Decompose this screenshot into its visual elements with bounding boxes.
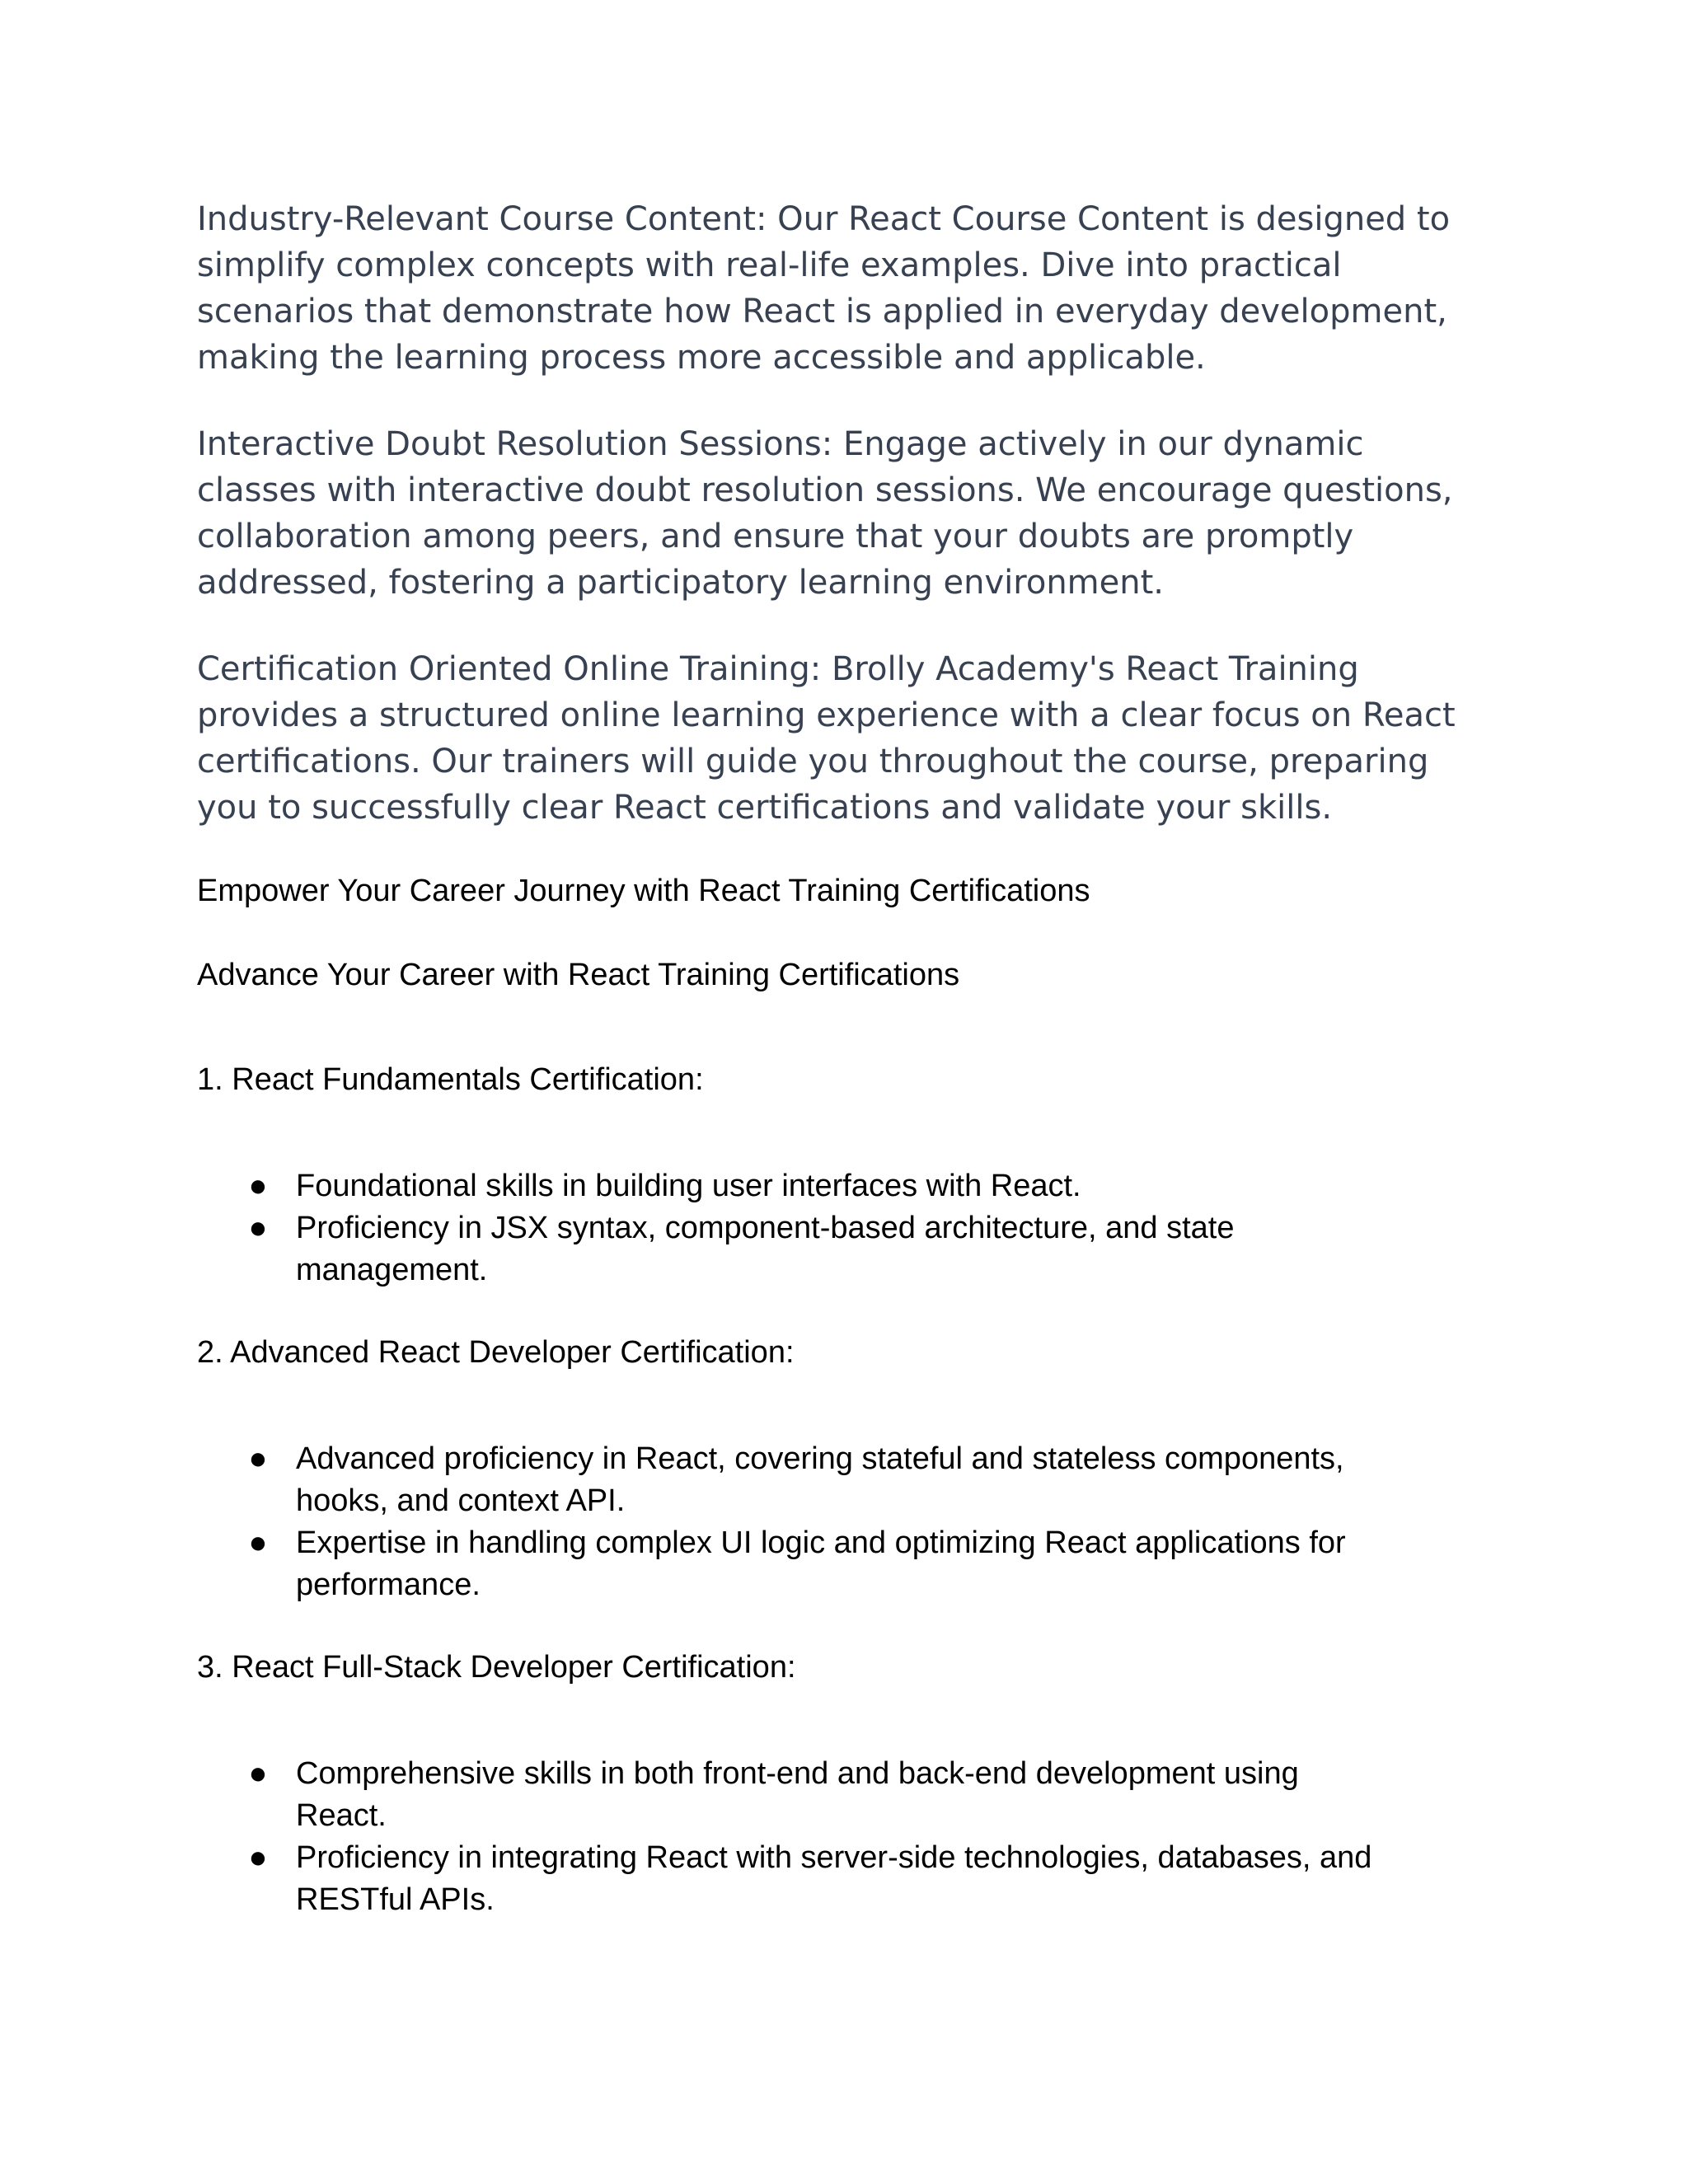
bullet-icon: ● (248, 1441, 268, 1476)
paragraph-line: simplify complex concepts with real-life examples. Dive into practical (197, 246, 1342, 284)
list-item-text: Comprehensive skills in both front-end and back-end development using (296, 1756, 1299, 1791)
paragraph-line: Interactive Doubt Resolution Sessions: Engage actively in our dynamic (197, 425, 1364, 463)
heading-empower-career: Empower Your Career Journey with React Training Certifications (197, 874, 1090, 908)
list-item-text: management. (296, 1253, 488, 1287)
paragraph-line: you to successfully clear React certifications and validate your skills. (197, 789, 1333, 827)
list-item-text: Foundational skills in building user interfaces with React. (296, 1169, 1081, 1203)
bullet-icon: ● (248, 1756, 268, 1791)
list-item-text: RESTful APIs. (296, 1882, 495, 1917)
bullet-icon: ● (248, 1840, 268, 1875)
list-item-text: Proficiency in integrating React with server-side technologies, databases, and (296, 1840, 1372, 1875)
bullet-icon: ● (248, 1526, 268, 1560)
list-item-text: Expertise in handling complex UI logic and optimizing React applications for (296, 1526, 1346, 1560)
bullet-icon: ● (248, 1211, 268, 1245)
list-item-text: hooks, and context API. (296, 1483, 626, 1518)
paragraph-line: provides a structured online learning experience with a clear focus on React (197, 696, 1456, 734)
list-item-text: Proficiency in JSX syntax, component-based architecture, and state (296, 1211, 1235, 1245)
list-item-text: Advanced proficiency in React, covering stateful and stateless components, (296, 1441, 1344, 1476)
heading-advance-career: Advance Your Career with React Training Certifications (197, 958, 960, 992)
paragraph-line: addressed, fostering a participatory learning environment. (197, 564, 1165, 602)
paragraph-line: making the learning process more accessible and applicable. (197, 339, 1206, 377)
paragraph-line: Industry-Relevant Course Content: Our React Course Content is designed to (197, 200, 1451, 238)
list-item-text: performance. (296, 1568, 481, 1602)
paragraph-doubt-resolution (197, 421, 1524, 606)
paragraph-course-content (197, 196, 1524, 381)
certification-title: 2. Advanced React Developer Certification: (197, 1335, 795, 1370)
certification-title: 1. React Fundamentals Certification: (197, 1062, 704, 1097)
paragraph-line: certifications. Our trainers will guide you throughout the course, preparing (197, 743, 1429, 780)
paragraph-line: collaboration among peers, and ensure that your doubts are promptly (197, 518, 1354, 555)
certification-title: 3. React Full-Stack Developer Certification: (197, 1650, 796, 1685)
paragraph-line: Certification Oriented Online Training: Brolly Academy's React Training (197, 650, 1359, 688)
list-item-text: React. (296, 1798, 387, 1833)
paragraph-line: scenarios that demonstrate how React is applied in everyday development, (197, 293, 1447, 330)
paragraph-line: classes with interactive doubt resolution sessions. We encourage questions, (197, 471, 1453, 509)
bullet-icon: ● (248, 1169, 268, 1203)
paragraph-certification-training (197, 646, 1524, 831)
